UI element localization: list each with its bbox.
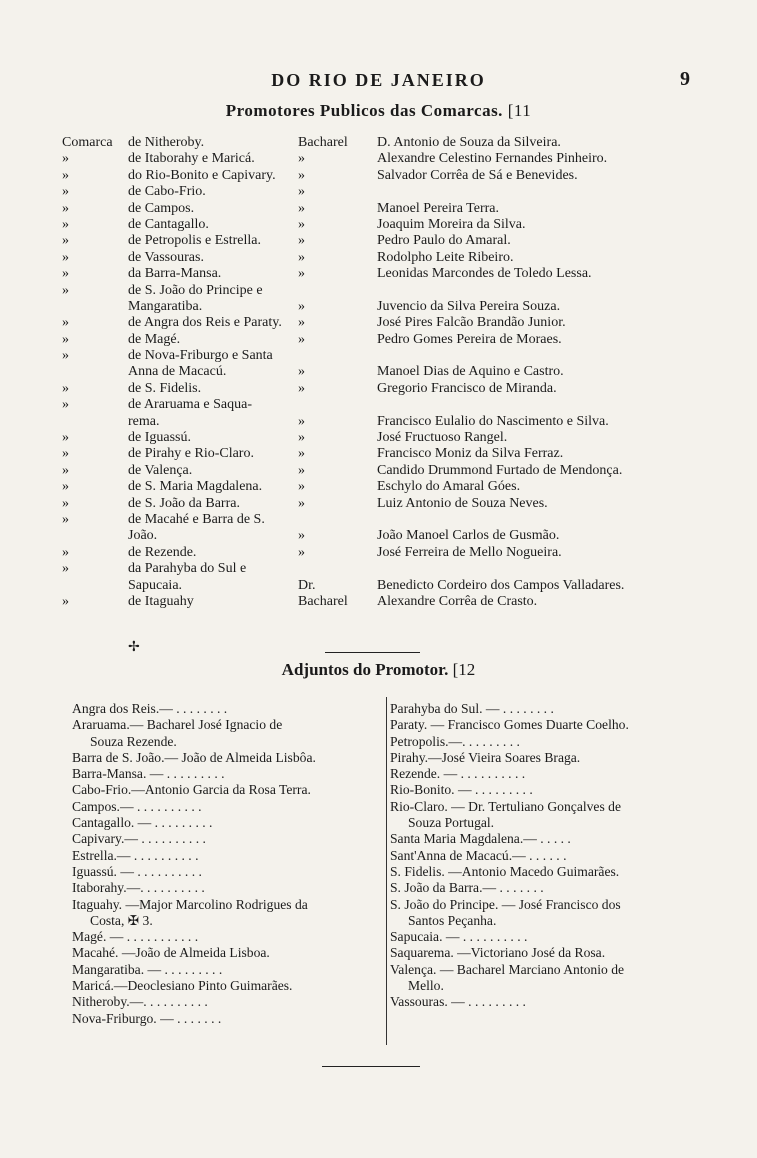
promotor-row [62, 446, 712, 462]
row-label: » [62, 282, 69, 298]
comarca-name: de Valença. [128, 462, 193, 478]
adjunto-entry: Magé. — . . . . . . . . . . . [72, 929, 199, 945]
promotores-table [62, 135, 712, 610]
adjunto-entry: Sapucaia. — . . . . . . . . . . [390, 929, 528, 945]
promotor-name: Manoel Dias de Aquino e Castro. [377, 364, 564, 380]
promotor-name: Manoel Pereira Terra. [377, 200, 499, 216]
comarca-name: Anna de Macacú. [128, 364, 227, 380]
adjunto-entry: Costa, ✠ 3. [90, 912, 153, 928]
adjunto-entry: Santa Maria Magdalena.— . . . . . [390, 831, 571, 847]
row-label: » [62, 315, 69, 331]
promotor-name: José Pires Falcão Brandão Junior. [377, 315, 566, 331]
printer-mark: ✢ [128, 640, 140, 655]
adjunto-entry: Mello. [408, 978, 444, 994]
promotor-row [62, 299, 712, 315]
promotor-title: » [298, 380, 305, 396]
comarca-name: do Rio-Bonito e Capivary. [128, 167, 276, 183]
adjunto-entry: Itaguahy. —Major Marcolino Rodrigues da [72, 896, 308, 912]
adjunto-entry: Saquarema. —Victoriano José da Rosa. [390, 945, 606, 961]
adjuntos-right-column [390, 701, 702, 1011]
row-label: » [62, 462, 69, 478]
promotor-name: Pedro Gomes Pereira de Moraes. [377, 331, 562, 347]
promotor-name: Luiz Antonio de Souza Neves. [377, 495, 548, 511]
promotor-row [62, 250, 712, 266]
adjunto-entry: Rezende. — . . . . . . . . . . [390, 766, 526, 782]
comarca-name: de Cantagallo. [128, 216, 209, 232]
comarca-name: da Barra-Mansa. [128, 266, 222, 282]
row-label: » [62, 446, 69, 462]
adjunto-entry: Nova-Friburgo. — . . . . . . . [72, 1010, 222, 1026]
row-label: » [62, 479, 69, 495]
row-label: » [62, 348, 69, 364]
promotor-title: » [298, 266, 305, 282]
promotor-row [62, 283, 712, 299]
promotor-title: Dr. [298, 577, 316, 593]
promotor-row [62, 201, 712, 217]
comarca-name: Sapucaia. [128, 577, 183, 593]
adjunto-entry: Cabo-Frio.—Antonio Garcia da Rosa Terra. [72, 782, 311, 798]
comarca-name: de Araruama e Saqua- [128, 397, 252, 413]
row-label: » [62, 561, 69, 577]
promotor-row [62, 233, 712, 249]
promotor-title: » [298, 413, 305, 429]
promotor-row [62, 168, 712, 184]
promotor-name: Rodolpho Leite Ribeiro. [377, 249, 514, 265]
adjunto-entry: Parahyba do Sul. — . . . . . . . . [390, 701, 554, 716]
adjunto-entry: Estrella.— . . . . . . . . . . [72, 847, 199, 863]
adjunto-entry: Barra-Mansa. — . . . . . . . . . [72, 766, 225, 782]
promotor-title: » [298, 479, 305, 495]
adjunto-entry: S. Fidelis. —Antonio Macedo Guimarães. [390, 863, 620, 879]
comarca-name: de S. Maria Magdalena. [128, 479, 263, 495]
adjunto-entry: Souza Portugal. [408, 815, 495, 831]
row-label: » [62, 397, 69, 413]
promotor-name: Juvencio da Silva Pereira Souza. [377, 298, 561, 314]
row-label: » [62, 593, 69, 609]
comarca-name: rema. [128, 413, 160, 429]
promotor-row [62, 512, 712, 528]
row-label: » [62, 216, 69, 232]
comarca-name: de Nova-Friburgo e Santa [128, 348, 273, 364]
promotor-title: Bacharel [298, 135, 348, 150]
promotor-title: » [298, 315, 305, 331]
adjunto-entry: Barra de S. João.— João de Almeida Lisbôa. [72, 749, 316, 765]
adjuntos-left-column [72, 701, 384, 1027]
comarca-name: de Macahé e Barra de S. [128, 511, 265, 527]
comarca-name: João. [128, 528, 158, 544]
promotor-row [62, 135, 712, 151]
comarca-name: de Iguassú. [128, 430, 191, 446]
comarca-name: de Itaborahy e Maricá. [128, 151, 255, 167]
promotor-name: João Manoel Carlos de Gusmão. [377, 528, 560, 544]
promotor-title: Bacharel [298, 593, 348, 609]
adjuntos-title: Adjuntos do Promotor. [281, 660, 449, 679]
comarca-name: de Pirahy e Rio-Claro. [128, 446, 254, 462]
promotor-name: José Fructuoso Rangel. [377, 430, 508, 446]
promotor-row [62, 496, 712, 512]
promotor-row [62, 594, 712, 610]
promotor-title: » [298, 462, 305, 478]
promotor-title: » [298, 430, 305, 446]
row-label: » [62, 331, 69, 347]
promotor-name: Candido Drummond Furtado de Mendonça. [377, 462, 623, 478]
promotor-name: Eschylo do Amaral Góes. [377, 479, 521, 495]
promotor-title: » [298, 151, 305, 167]
promotor-title: » [298, 249, 305, 265]
promotor-row [62, 430, 712, 446]
promotor-name: Alexandre Celestino Fernandes Pinheiro. [377, 151, 608, 167]
promotor-title: » [298, 544, 305, 560]
row-label: » [62, 380, 69, 396]
comarca-name: de Vassouras. [128, 249, 204, 265]
promotor-name: D. Antonio de Souza da Silveira. [377, 135, 561, 150]
adjunto-entry: Mangaratiba. — . . . . . . . . . [72, 961, 223, 977]
promotor-name: Benedicto Cordeiro dos Campos Valladares. [377, 577, 625, 593]
row-label: » [62, 544, 69, 560]
adjunto-entry: Itaborahy.—. . . . . . . . . . [72, 880, 205, 896]
comarca-name: de Campos. [128, 200, 195, 216]
page-number: 9 [680, 68, 690, 90]
adjunto-entry: Nitheroby.—. . . . . . . . . . [72, 994, 208, 1010]
promotor-row [62, 414, 712, 430]
end-divider [322, 1066, 420, 1067]
promotor-name: Leonidas Marcondes de Toledo Lessa. [377, 266, 592, 282]
adjunto-entry: Santos Peçanha. [408, 912, 497, 928]
promotor-row [62, 479, 712, 495]
adjunto-entry: Rio-Claro. — Dr. Tertuliano Gonçalves de [390, 798, 621, 814]
promotor-title: » [298, 364, 305, 380]
promotor-title: » [298, 200, 305, 216]
promotor-row [62, 578, 712, 594]
adjunto-entry: Valença. — Bacharel Marciano Antonio de [390, 961, 625, 977]
comarca-name: de Angra dos Reis e Paraty. [128, 315, 282, 331]
row-label: » [62, 167, 69, 183]
promotor-title: » [298, 331, 305, 347]
promotor-title: » [298, 446, 305, 462]
promotor-row [62, 528, 712, 544]
promotor-row [62, 463, 712, 479]
promotor-row [62, 151, 712, 167]
promotor-row [62, 381, 712, 397]
promotor-row [62, 217, 712, 233]
promotor-name: Pedro Paulo do Amaral. [377, 233, 511, 249]
adjunto-entry: Maricá.—Deoclesiano Pinto Guimarães. [72, 978, 293, 994]
adjuntos-ref: [12 [452, 660, 476, 679]
promotor-name: José Ferreira de Mello Nogueira. [377, 544, 562, 560]
promotor-title: » [298, 184, 305, 200]
comarca-name: de Nitheroby. [128, 135, 205, 150]
promotor-name: Alexandre Corrêa de Crasto. [377, 593, 538, 609]
promotores-ref: [11 [507, 101, 532, 120]
promotor-title: » [298, 216, 305, 232]
promotor-row [62, 364, 712, 380]
promotor-name: Francisco Moniz da Silva Ferraz. [377, 446, 564, 462]
comarca-name: de S. João da Barra. [128, 495, 240, 511]
adjunto-entry: Araruama.— Bacharel José Ignacio de [72, 717, 283, 733]
comarca-name: de Rezende. [128, 544, 197, 560]
promotor-title: » [298, 233, 305, 249]
row-label: » [62, 233, 69, 249]
comarca-name: de S. João do Principe e [128, 282, 263, 298]
comarca-name: de Magé. [128, 331, 181, 347]
promotor-row [62, 266, 712, 282]
adjunto-entry: Vassouras. — . . . . . . . . . [390, 994, 526, 1010]
comarca-name: de Petropolis e Estrella. [128, 233, 261, 249]
page-header: DO RIO DE JANEIRO [271, 70, 486, 90]
adjunto-entry: Macahé. —João de Almeida Lisboa. [72, 945, 270, 961]
comarca-name: da Parahyba do Sul e [128, 561, 247, 577]
adjunto-entry: Campos.— . . . . . . . . . . [72, 798, 202, 814]
promotor-title: » [298, 495, 305, 511]
row-label: » [62, 266, 69, 282]
row-label: » [62, 430, 69, 446]
comarca-name: Mangaratiba. [128, 298, 203, 314]
promotor-name: Joaquim Moreira da Silva. [377, 216, 526, 232]
column-divider [386, 697, 387, 1045]
adjunto-entry: Petropolis.—. . . . . . . . . [390, 733, 520, 749]
promotor-row [62, 561, 712, 577]
adjunto-entry: Souza Rezende. [90, 733, 177, 749]
row-label: » [62, 184, 69, 200]
promotor-title: » [298, 167, 305, 183]
promotor-row [62, 397, 712, 413]
row-label: » [62, 495, 69, 511]
adjunto-entry: Iguassú. — . . . . . . . . . . [72, 863, 202, 879]
promotor-row [62, 332, 712, 348]
promotor-row [62, 315, 712, 331]
section-title-promotores [0, 101, 757, 121]
promotor-name: Gregorio Francisco de Miranda. [377, 380, 557, 396]
row-label: » [62, 511, 69, 527]
comarca-name: de Itaguahy [128, 593, 194, 609]
comarca-name: de Cabo-Frio. [128, 184, 206, 200]
promotor-row [62, 545, 712, 561]
adjunto-entry: Sant'Anna de Macacú.— . . . . . . [390, 847, 567, 863]
adjunto-entry: S. João da Barra.— . . . . . . . [390, 880, 544, 896]
adjunto-entry: Capivary.— . . . . . . . . . . [72, 831, 206, 847]
section-title-adjuntos [0, 660, 757, 680]
comarca-name: de S. Fidelis. [128, 380, 202, 396]
promotor-row [62, 184, 712, 200]
section-divider [325, 652, 420, 653]
promotor-row [62, 348, 712, 364]
row-label: » [62, 151, 69, 167]
adjunto-entry: Rio-Bonito. — . . . . . . . . . [390, 782, 533, 798]
adjunto-entry: Cantagallo. — . . . . . . . . . [72, 815, 213, 831]
adjunto-entry: S. João do Principe. — José Francisco dos [390, 896, 621, 912]
promotor-name: Salvador Corrêa de Sá e Benevides. [377, 167, 578, 183]
adjunto-entry: Angra dos Reis.— . . . . . . . . [72, 701, 228, 716]
promotor-title: » [298, 298, 305, 314]
promotor-title: » [298, 528, 305, 544]
row-label: » [62, 249, 69, 265]
row-label: » [62, 200, 69, 216]
adjunto-entry: Paraty. — Francisco Gomes Duarte Coelho. [390, 717, 629, 733]
adjunto-entry: Pirahy.—José Vieira Soares Braga. [390, 749, 581, 765]
promotores-title: Promotores Publicos das Comarcas. [225, 101, 503, 120]
row-label: Comarca [62, 135, 113, 150]
promotor-name: Francisco Eulalio do Nascimento e Silva. [377, 413, 609, 429]
